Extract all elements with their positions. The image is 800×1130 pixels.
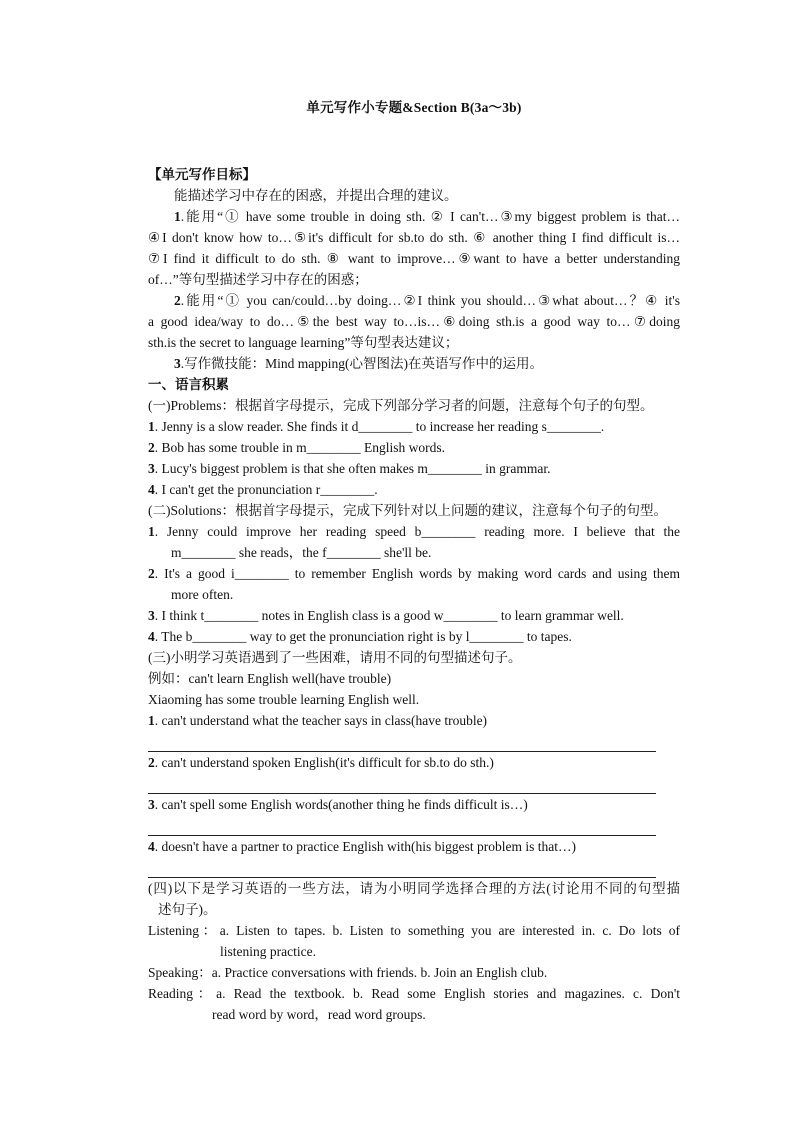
reading-methods-line-2: read word by word，read word groups. <box>212 1007 426 1022</box>
problem-text: . Jenny is a slow reader. She finds it d________ to increase her reading s________. <box>154 419 605 434</box>
solution-number: 2 <box>148 566 155 581</box>
task-text: . can't spell some English words(another thing he finds difficult is…) <box>154 797 528 812</box>
task-text: . can't understand spoken English(it's difficult for sb.to do sth.) <box>154 755 494 770</box>
answer-line[interactable] <box>148 731 656 752</box>
part-4-intro-line-2: 述句子)。 <box>158 902 217 917</box>
solution-text: . It's a good i________ to remember English words by making word cards and using them <box>154 566 680 581</box>
task-item <box>148 836 680 857</box>
goal-item-1-line-2: ④I don't know how to…⑤it's difficult for sb.to do sth. ⑥ another thing I find difficult is… <box>148 230 680 245</box>
solution-2-line-1 <box>148 563 680 584</box>
solution-2-line-2: more often. <box>171 587 234 602</box>
solution-number: 1 <box>148 524 155 539</box>
example-prompt: 例如：can't learn English well(have trouble) <box>148 671 392 686</box>
part-4-intro-line-1: (四)以下是学习英语的一些方法，请为小明同学选择合理的方法(讨论用不同的句型描 <box>148 881 680 896</box>
problem-number: 4 <box>148 482 155 497</box>
solution-1-line-2: m________ she reads，the f________ she'll be. <box>171 545 432 560</box>
goal-item-2-line-1: .能用“① you can/could…by doing…②I think you should…③what about…？④ it's <box>180 293 680 308</box>
problem-number: 1 <box>148 419 155 434</box>
page-title: 单元写作小专题&Section B(3a～3b) <box>306 100 522 115</box>
task-number: 1 <box>148 713 155 728</box>
answer-line[interactable] <box>148 815 656 836</box>
task-item <box>148 752 680 773</box>
problem-item <box>148 479 680 500</box>
solution-text: . Jenny could improve her reading speed b________ reading more. I believe that the <box>154 524 680 539</box>
problem-item <box>148 416 680 437</box>
part-2-intro: (二)Solutions：根据首字母提示，完成下列针对以上问题的建议，注意每个句子的句型。 <box>148 503 668 518</box>
task-text: . can't understand what the teacher says in class(have trouble) <box>154 713 488 728</box>
problem-item <box>148 458 680 479</box>
problem-number: 3 <box>148 461 155 476</box>
task-number: 2 <box>148 755 155 770</box>
example-answer: Xiaoming has some trouble learning English well. <box>148 692 420 707</box>
problem-item <box>148 437 680 458</box>
task-number: 4 <box>148 839 155 854</box>
goal-item-1 <box>148 206 680 227</box>
listening-methods-line-1: Listening：a. Listen to tapes. b. Listen to something you are interested in. c. Do lots of <box>148 923 680 938</box>
task-text: . doesn't have a partner to practice English with(his biggest problem is that…) <box>154 839 576 854</box>
goal-heading: 【单元写作目标】 <box>148 167 256 182</box>
problem-text: . I can't get the pronunciation r________. <box>154 482 378 497</box>
task-item <box>148 710 680 731</box>
goal-intro: 能描述学习中存在的困惑，并提出合理的建议。 <box>174 188 458 203</box>
worksheet-page <box>148 96 680 1025</box>
answer-line[interactable] <box>148 857 656 878</box>
goal-item-1-line-3: ⑦I find it difficult to do sth. ⑧ want to improve…⑨want to have a better understanding <box>148 251 680 266</box>
answer-line[interactable] <box>148 773 656 794</box>
goal-item-3-number: 3 <box>174 356 181 371</box>
goal-item-2-line-2: a good idea/way to do…⑤the best way to…is…⑥doing sth.is a good way to…⑦doing <box>148 314 680 329</box>
solution-1-line-1 <box>148 521 680 542</box>
solution-text: . The b________ way to get the pronunciation right is by l________ to tapes. <box>154 629 572 644</box>
solution-text: . I think t________ notes in English class is a good w________ to learn grammar well. <box>154 608 624 623</box>
task-number: 3 <box>148 797 155 812</box>
goal-item-1-line-1: .能用“① have some trouble in doing sth. ② I can't…③my biggest problem is that… <box>180 209 680 224</box>
speaking-methods: Speaking：a. Practice conversations with friends. b. Join an English club. <box>148 965 548 980</box>
part-3-intro: (三)小明学习英语遇到了一些困难，请用不同的句型描述句子。 <box>148 650 522 665</box>
listening-methods-line-2: listening practice. <box>220 944 316 959</box>
goal-item-3 <box>148 353 680 374</box>
solution-number: 3 <box>148 608 155 623</box>
task-item <box>148 794 680 815</box>
section-heading-language: 一、语言积累 <box>148 377 229 392</box>
problem-number: 2 <box>148 440 155 455</box>
goal-item-2 <box>148 290 680 311</box>
goal-item-2-number: 2 <box>174 293 181 308</box>
goal-item-1-number: 1 <box>174 209 181 224</box>
solution-4 <box>148 626 680 647</box>
problem-text: . Lucy's biggest problem is that she often makes m________ in grammar. <box>154 461 551 476</box>
goal-item-1-line-4: of…”等句型描述学习中存在的困惑； <box>148 272 368 287</box>
problem-text: . Bob has some trouble in m________ English words. <box>154 440 445 455</box>
reading-methods-line-1: Reading：a. Read the textbook. b. Read some English stories and magazines. c. Don't <box>148 986 680 1001</box>
solution-3 <box>148 605 680 626</box>
goal-item-3-text: .写作微技能：Mind mapping(心智图法)在英语写作中的运用。 <box>180 356 543 371</box>
part-1-intro: (一)Problems：根据首字母提示，完成下列部分学习者的问题，注意每个句子的句型。 <box>148 398 654 413</box>
solution-number: 4 <box>148 629 155 644</box>
goal-item-2-line-3: sth.is the secret to language learning”等句型表达建议； <box>148 335 459 350</box>
